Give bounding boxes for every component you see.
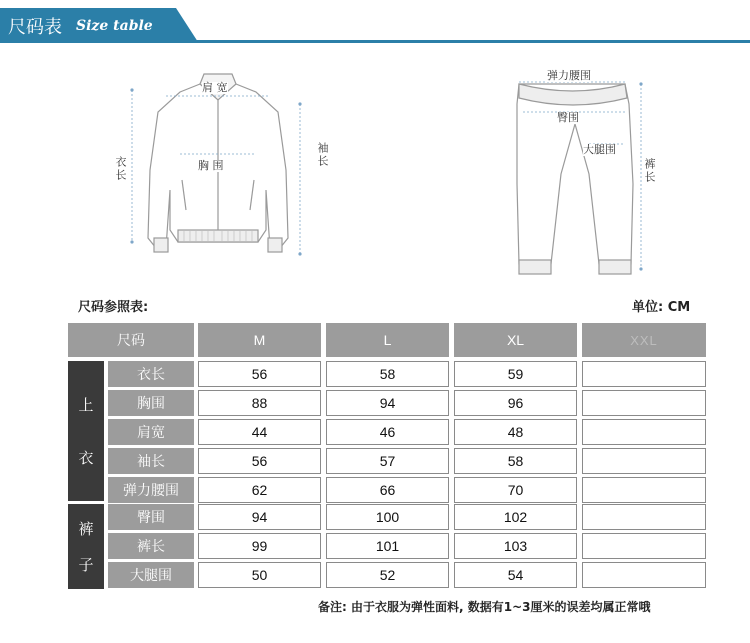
row-label-cell [108, 477, 194, 503]
cell-value: 56 [251, 453, 268, 469]
group-cell-top [68, 361, 104, 501]
jacket-diagram [100, 70, 350, 275]
table-cell [582, 390, 706, 416]
row-label: 弹力腰围 [123, 482, 179, 498]
size-header-label: 尺码 [117, 332, 145, 348]
cell-value: 58 [507, 453, 524, 469]
table-cell [454, 533, 577, 559]
row-label-cell [108, 390, 194, 416]
column-header-label: XXL [630, 332, 658, 348]
table-cell [454, 448, 577, 474]
table-cell [326, 533, 449, 559]
table-cell [582, 448, 706, 474]
column-header [326, 323, 449, 357]
cell-value: 58 [379, 366, 396, 382]
cell-value: 56 [251, 366, 268, 382]
cell-value: 101 [375, 538, 400, 554]
size-table [68, 323, 708, 589]
table-cell [198, 390, 321, 416]
row-label: 裤长 [137, 538, 165, 554]
cell-value: 66 [379, 482, 396, 498]
cell-value: 52 [379, 567, 396, 583]
row-label-cell [108, 562, 194, 588]
group-char: 裤 [78, 521, 94, 539]
cell-value: 54 [507, 567, 524, 583]
column-header-label: M [253, 332, 266, 348]
column-header [582, 323, 706, 357]
table-cell [582, 504, 706, 530]
cell-value: 103 [503, 538, 528, 554]
cell-value: 100 [375, 509, 400, 525]
cell-value: 70 [507, 482, 524, 498]
cell-value: 46 [379, 424, 396, 440]
row-label: 大腿围 [130, 567, 172, 583]
table-cell [454, 562, 577, 588]
group-char: 子 [78, 556, 94, 574]
table-cell [198, 504, 321, 530]
cell-value: 50 [251, 567, 268, 583]
thigh-label: 大腿围 [583, 143, 616, 156]
size-header-cell [68, 323, 194, 357]
waist-label: 弹力腰围 [547, 69, 591, 82]
chest-label: 胸 围 [198, 159, 224, 172]
cell-value: 99 [251, 538, 268, 554]
page-title: 尺码表 [8, 17, 62, 38]
table-cell [582, 533, 706, 559]
pants-length-label: 裤长 [643, 158, 656, 184]
table-cell [454, 477, 577, 503]
column-header-label: L [383, 332, 392, 348]
shoulder-label: 肩 宽 [202, 81, 228, 94]
table-cell [326, 562, 449, 588]
table-cell [198, 477, 321, 503]
hip-label: 臀围 [557, 111, 579, 124]
page-subtitle: Size table [76, 18, 153, 34]
table-cell [326, 419, 449, 445]
table-cell [582, 477, 706, 503]
row-label-cell [108, 361, 194, 387]
table-cell [326, 361, 449, 387]
row-label: 胸围 [137, 395, 165, 411]
column-header-label: XL [506, 332, 525, 348]
jacket-length-label: 衣长 [114, 156, 127, 182]
table-cell [454, 504, 577, 530]
cell-value: 59 [507, 366, 524, 382]
cell-value: 102 [503, 509, 528, 525]
row-label: 臀围 [137, 509, 165, 525]
jacket-illustration [100, 70, 350, 275]
row-label-cell [108, 448, 194, 474]
row-label: 衣长 [137, 366, 165, 382]
cell-value: 57 [379, 453, 396, 469]
cell-value: 94 [251, 509, 268, 525]
cell-value: 88 [251, 395, 268, 411]
cell-value: 44 [251, 424, 268, 440]
group-cell-pants [68, 504, 104, 589]
table-cell [198, 533, 321, 559]
cell-value: 96 [507, 395, 524, 411]
column-header [198, 323, 321, 357]
table-caption: 尺码参照表: [78, 300, 149, 315]
table-cell [198, 448, 321, 474]
table-cell [326, 390, 449, 416]
table-cell [454, 390, 577, 416]
header-banner [0, 8, 750, 44]
table-cell [454, 361, 577, 387]
row-label-cell [108, 504, 194, 530]
table-cell [198, 562, 321, 588]
table-cell [326, 448, 449, 474]
sleeve-length-label: 袖长 [316, 142, 329, 168]
group-char: 衣 [78, 450, 94, 468]
cell-value: 48 [507, 424, 524, 440]
row-label: 肩宽 [137, 424, 165, 440]
column-header [454, 323, 577, 357]
row-label-cell [108, 533, 194, 559]
table-cell [582, 562, 706, 588]
table-cell [582, 361, 706, 387]
row-label: 袖长 [137, 453, 165, 469]
unit-label: 单位: CM [632, 300, 691, 315]
table-cell [198, 361, 321, 387]
pants-diagram [505, 64, 675, 289]
row-label-cell [108, 419, 194, 445]
cell-value: 62 [251, 482, 268, 498]
table-cell [326, 504, 449, 530]
table-cell [454, 419, 577, 445]
table-cell [326, 477, 449, 503]
table-cell [198, 419, 321, 445]
group-char: 上 [78, 396, 94, 414]
cell-value: 94 [379, 395, 396, 411]
footnote: 备注: 由于衣服为弹性面料, 数据有1~3厘米的误差均属正常哦 [318, 600, 651, 614]
table-cell [582, 419, 706, 445]
